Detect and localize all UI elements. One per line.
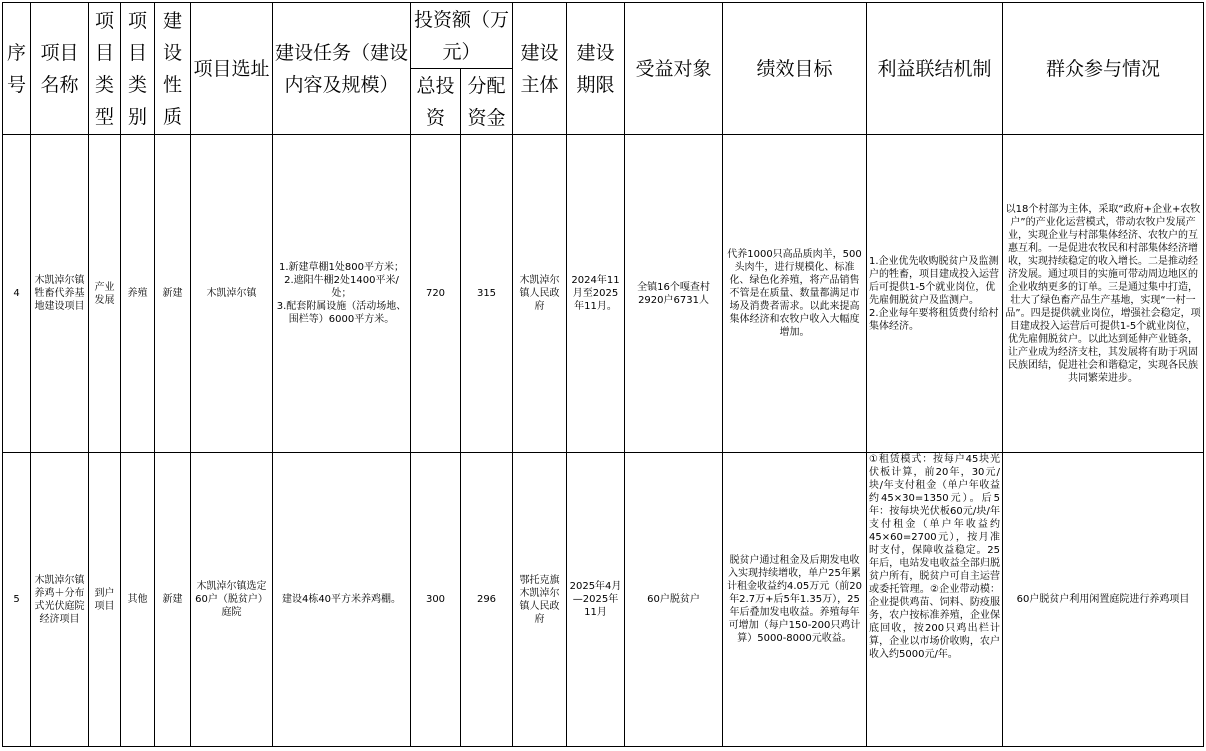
cell-category: 养殖 [121,135,155,453]
cell-goal: 脱贫户通过租金及后期发电收入实现持续增收，单户25年累计租金收益约4.05万元（前20年2.7万+后5年1.35万），25年后叠加发电收益。养殖每年可增加（每户150-200只鸡计算）5000-8000元收益。 [723,453,867,747]
cell-location: 木凯淖尔镇 [191,135,273,453]
col-header-period: 建设期限 [567,3,625,135]
cell-allocated: 315 [461,135,513,453]
col-header-goal: 绩效目标 [723,3,867,135]
col-header-category: 项目类别 [121,3,155,135]
header-row-1 [3,3,1204,69]
col-header-investment: 投资额（万元） [411,3,513,69]
col-header-nature: 建设性质 [155,3,191,135]
cell-seq: 4 [3,135,31,453]
cell-task: 建设4栋40平方米养鸡棚。 [273,453,411,747]
cell-participation: 以18个村部为主体，采取“政府+企业+农牧户”的产业化运营模式，带动农牧户发展产业，实现企业与村部集体经济、农牧户的互惠互利。一是促进农牧民和村部集体经济增收，实现持续稳定的收入增长。二是推动经济发展。通过项目的实施可带动周边地区的企业收纳更多的订单。三是通过集中打造，壮大了绿色畜产品生产基地，实现“一村一品”。四是提供就业岗位，增强社会稳定，项目建成投入运营后可提供1-5个就业岗位，优先雇佣脱贫户。以此达到延伸产业链条，让产业成为经济支柱，其发展将有助于巩固民族团结，促进社会和谐稳定，实现各民族共同繁荣进步。 [1003,135,1204,453]
col-header-entity: 建设主体 [513,3,567,135]
cell-allocated: 296 [461,453,513,747]
cell-total-invest: 300 [411,453,461,747]
col-header-mechanism: 利益联结机制 [867,3,1003,135]
cell-entity: 木凯淖尔镇人民政府 [513,135,567,453]
cell-seq: 5 [3,453,31,747]
cell-mechanism: ①租赁模式：按每户45块光伏板计算，前20年，30元/块/年支付租金（单户年收益约45×30=1350元）。后5年：按每块光伏板60元/块/年支付租金（单户年收益约45×60=2700元），按月准时支付，保障收益稳定。25年后，电站发电收益全部归脱贫户所有，脱贫户可自主运营或委托管理。②企业带动模：企业提供鸡苗、饲料、防疫服务，农户按标准养殖，企业保底回收，按200只鸡出栏计算，企业以市场价收购，农户收入约5000元/年。 [867,453,1003,747]
table-row [3,135,1204,453]
col-header-allocated: 分配资金 [461,69,513,135]
cell-name: 木凯淖尔镇牲畜代养基地建设项目 [31,135,89,453]
project-table [2,2,1204,747]
col-header-participation: 群众参与情况 [1003,3,1204,135]
cell-nature: 新建 [155,135,191,453]
col-header-seq: 序号 [3,3,31,135]
cell-task: 1.新建草棚1处800平方米； 2.遮阳牛棚2处1400平米/处； 3.配套附属设施（活动场地、围栏等）6000平方米。 [273,135,411,453]
cell-period: 2025年4月—2025年11月 [567,453,625,747]
cell-entity: 鄂托克旗木凯淖尔镇人民政府 [513,453,567,747]
cell-name: 木凯淖尔镇养鸡＋分布式光伏庭院经济项目 [31,453,89,747]
col-header-name: 项目名称 [31,3,89,135]
cell-total-invest: 720 [411,135,461,453]
cell-beneficiary: 全镇16个嘎查村2920户6731人 [625,135,723,453]
col-header-total-invest: 总投资 [411,69,461,135]
table-row [3,453,1204,747]
cell-period: 2024年11月至2025年11月。 [567,135,625,453]
col-header-location: 项目选址 [191,3,273,135]
cell-nature: 新建 [155,453,191,747]
cell-mechanism: 1.企业优先收购脱贫户及监测户的牲畜，项目建成投入运营后可提供1-5个就业岗位，优先雇佣脱贫户及监测户。 2.企业每年要将租赁费付给村集体经济。 [867,135,1003,453]
cell-goal: 代养1000只高品质肉羊，500头肉牛，进行规模化、标准化、绿色化养殖，将产品销售不管是在质量、数量都满足市场及消费者需求。以此来提高集体经济和农牧户收入大幅度增加。 [723,135,867,453]
col-header-task: 建设任务（建设内容及规模） [273,3,411,135]
col-header-type: 项目类型 [89,3,121,135]
col-header-beneficiary: 受益对象 [625,3,723,135]
cell-participation: 60户脱贫户利用闲置庭院进行养鸡项目 [1003,453,1204,747]
cell-location: 木凯淖尔镇选定60户（脱贫户）庭院 [191,453,273,747]
cell-category: 其他 [121,453,155,747]
cell-beneficiary: 60户脱贫户 [625,453,723,747]
cell-type: 产业发展 [89,135,121,453]
cell-type: 到户项目 [89,453,121,747]
